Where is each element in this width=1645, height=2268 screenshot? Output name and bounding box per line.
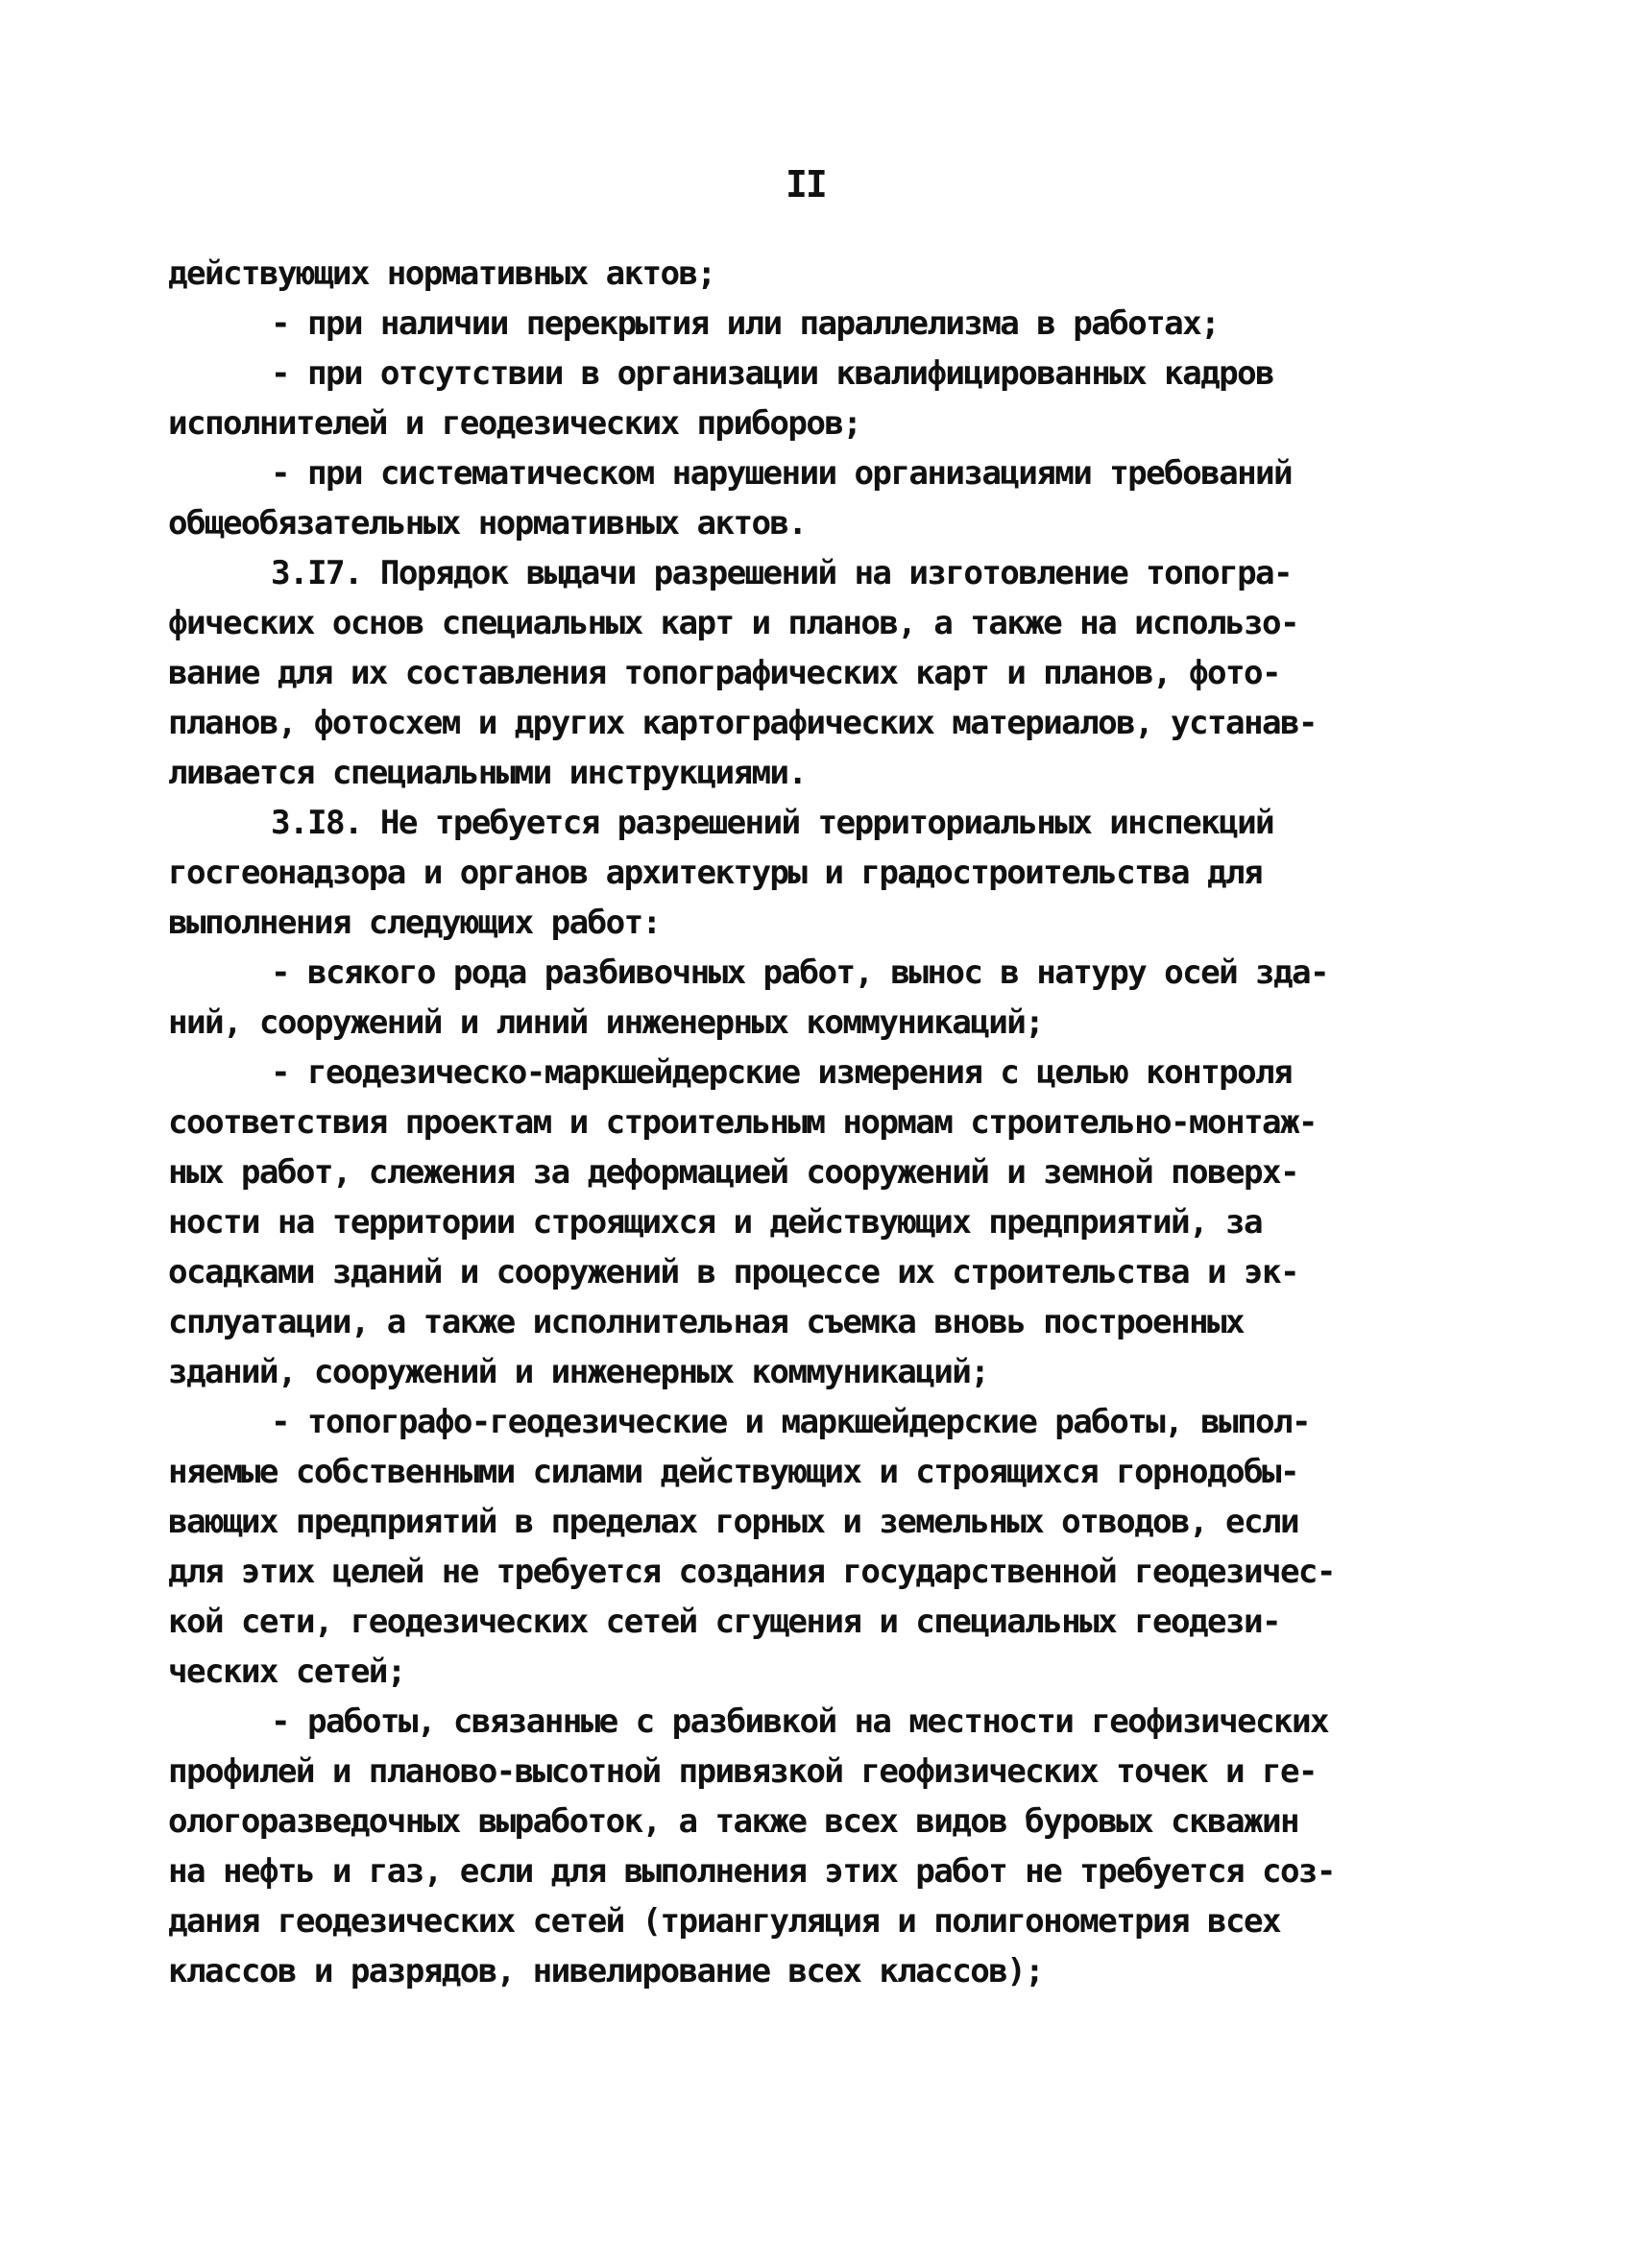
text-line: кой сети, геодезических сетей сгущения и специальных геодези- <box>168 1603 1280 1641</box>
text-line: классов и разрядов, нивелирование всех классов); <box>168 1952 1044 1991</box>
text-line: вающих предприятий в пределах горных и земельных отводов, если <box>168 1503 1298 1541</box>
text-line: исполнителей и геодезических приборов; <box>168 404 861 443</box>
text-line: профилей и планово-высотной привязкой геофизических точек и ге- <box>168 1752 1317 1791</box>
text-line: фических основ специальных карт и планов, а также на использо- <box>168 604 1298 642</box>
text-line: вание для их составления топографических карт и планов, фото- <box>168 654 1280 692</box>
text-line: 3.I8. Не требуется разрешений территориальных инспекций <box>271 804 1274 842</box>
text-line: для этих целей не требуется создания государственной геодезичес- <box>168 1553 1335 1591</box>
text-line: ологоразведочных выработок, а также всех видов буровых скважин <box>168 1802 1298 1841</box>
text-line: ливается специальными инструкциями. <box>168 754 807 792</box>
text-line: госгеонадзора и органов архитектуры и градостроительства для <box>168 854 1262 892</box>
text-line: - при систематическом нарушении организациями требований <box>271 454 1293 493</box>
text-line: - при наличии перекрытия или параллелизма в работах; <box>271 304 1220 343</box>
text-line: дания геодезических сетей (триангуляция и полигонометрия всех <box>168 1902 1280 1941</box>
text-line: планов, фотосхем и других картографических материалов, устанав- <box>168 704 1317 742</box>
text-line: зданий, сооружений и инженерных коммуникаций; <box>168 1353 989 1391</box>
text-line: - работы, связанные с разбивкой на местности геофизических <box>271 1702 1328 1741</box>
text-line: - при отсутствии в организации квалифицированных кадров <box>271 354 1274 393</box>
text-line: ческих сетей; <box>168 1653 405 1691</box>
text-line: - всякого рода разбивочных работ, вынос в натуру осей зда- <box>271 953 1328 992</box>
text-line: соответствия проектам и строительным нормам строительно-монтаж- <box>168 1103 1317 1142</box>
text-line: няемые собственными силами действующих и строящихся горнодобы- <box>168 1453 1298 1491</box>
text-line: на нефть и газ, если для выполнения этих работ не требуется соз- <box>168 1852 1335 1891</box>
text-line: ний, сооружений и линий инженерных коммуникаций; <box>168 1003 1044 1042</box>
text-line: действующих нормативных актов; <box>168 254 715 293</box>
text-line: общеобязательных нормативных актов. <box>168 504 807 543</box>
page-number: II <box>786 163 826 205</box>
text-line: - геодезическо-маркшейдерские измерения с целью контроля <box>271 1053 1293 1092</box>
text-line: - топографо-геодезические и маркшейдерские работы, выпол- <box>271 1403 1311 1441</box>
text-line: сплуатации, а также исполнительная съемка вновь построенных <box>168 1303 1244 1341</box>
text-line: выполнения следующих работ: <box>168 904 661 942</box>
text-line: ности на территории строящихся и действующих предприятий, за <box>168 1203 1262 1242</box>
text-line: осадками зданий и сооружений в процессе их строительства и эк- <box>168 1253 1298 1291</box>
text-line: ных работ, слежения за деформацией сооружений и земной поверх- <box>168 1153 1298 1192</box>
text-line: 3.I7. Порядок выдачи разрешений на изготовление топогра- <box>271 554 1293 592</box>
